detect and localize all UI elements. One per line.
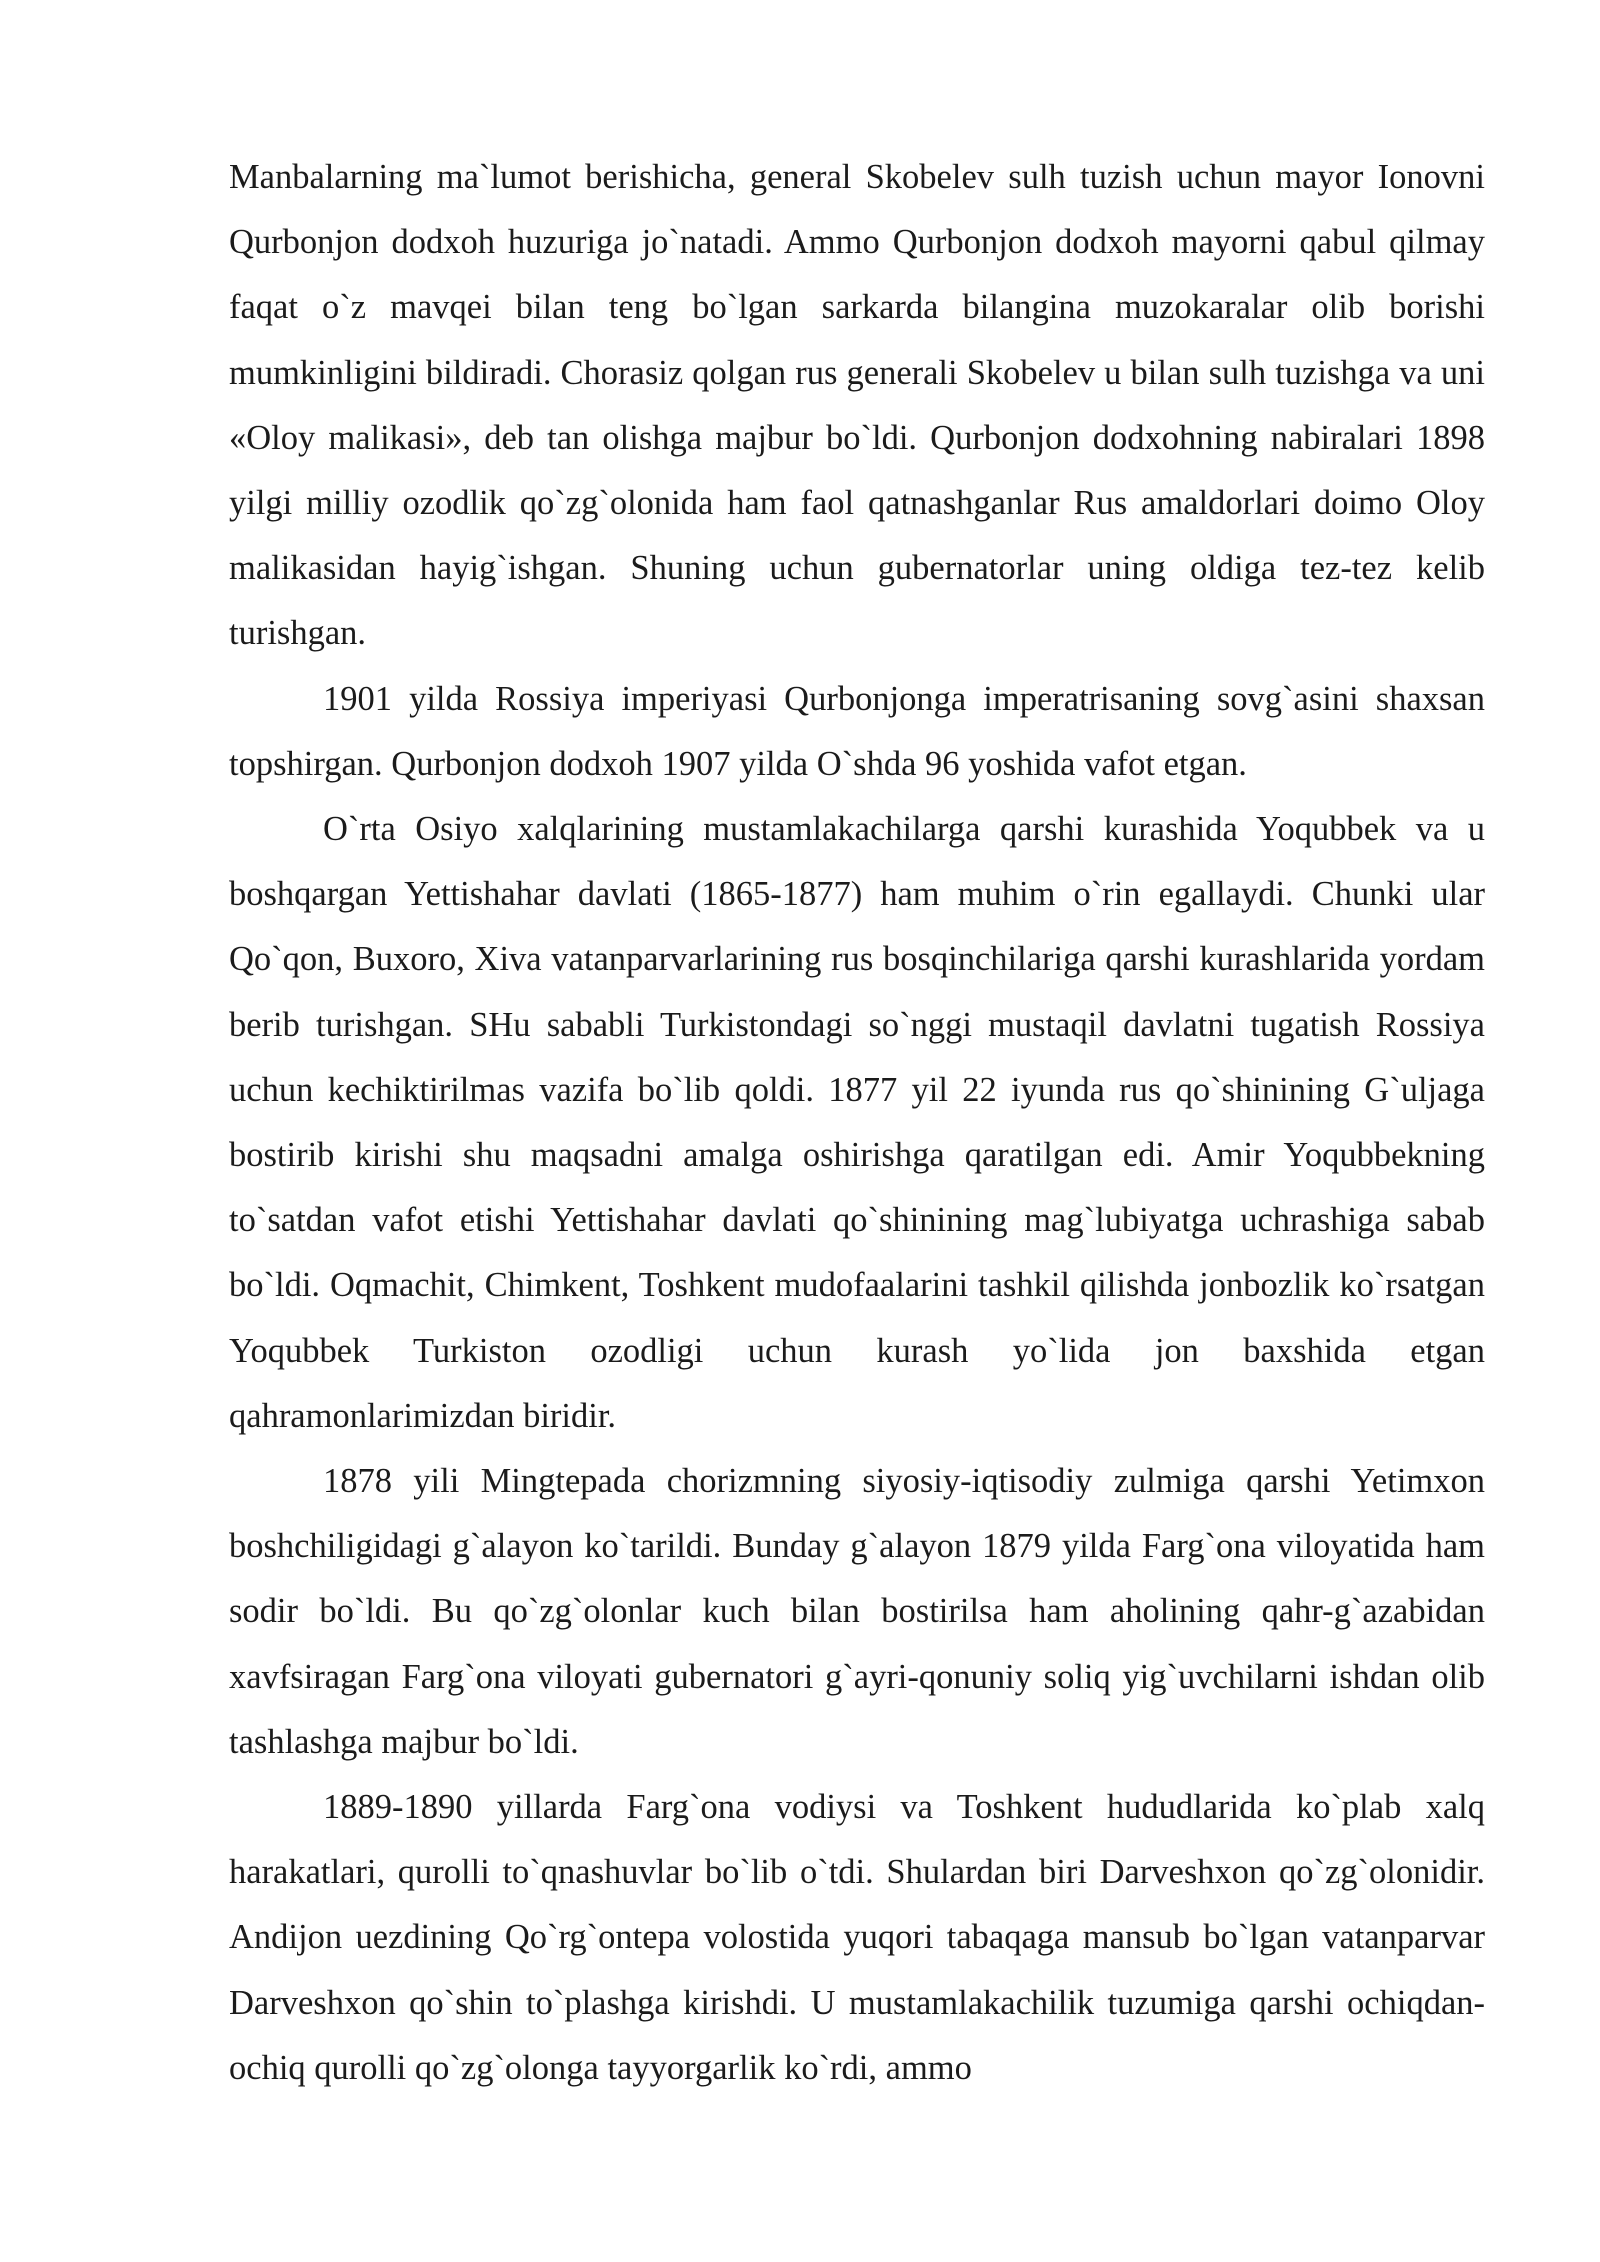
paragraph-mingtepa-uprising: 1878 yili Mingtepada chorizmning siyosiy-iqtisodiy zulmiga qarshi Yetimxon boshchiligidagi g`alayon ko`tarildi. Bunday g`alayon 1879 yilda Farg`ona viloyatida ham sodir bo`ldi. Bu qo`zg`olonlar kuch bilan bostirilsa ham aholining qahr-g`azabidan xavfsiragan Farg`ona viloyati gubernatori g`ayri-qonuniy soliq yig`uvchilarni ishdan olib tashlashga majbur bo`ldi.: [229, 1462, 1485, 1761]
paragraph-skobelev-negotiations: Manbalarning ma`lumot berishicha, general Skobelev sulh tuzish uchun mayor Ionovni Qurbonjon dodxoh huzuriga jo`natadi. Ammo Qurbonjon dodxoh mayorni qabul qilmay faqat o`z mavqei bilan teng bo`lgan sarkarda bilangina muzokaralar olib borishi mumkinligini bildiradi. Chorasiz qolgan rus generali Skobelev u bilan sulh tuzishga va uni «Oloy malikasi», deb tan olishga majbur bo`ldi. Qurbonjon dodxohning nabiralari 1898 yilgi milliy ozodlik qo`zg`olonida ham faol qatnashganlar Rus amaldorlari doimo Oloy malikasidan hayig`ishgan. Shuning uchun gubernatorlar uning oldiga tez-tez kelib turishgan.: [229, 158, 1485, 653]
paragraph-yoqubbek-yettishahar: O`rta Osiyo xalqlarining mustamlakachilarga qarshi kurashida Yoqubbek va u boshqargan Yettishahar davlati (1865-1877) ham muhim o`rin egallaydi. Chunki ular Qo`qon, Buxoro, Xiva vatanparvarlarining rus bosqinchilariga qarshi kurashlarida yordam berib turishgan. SHu sababli Turkistondagi so`nggi mustaqil davlatni tugatish Rossiya uchun kechiktirilmas vazifa bo`lib qoldi. 1877 yil 22 iyunda rus qo`shinining G`uljaga bostirib kirishi shu maqsadni amalga oshirishga qaratilgan edi. Amir Yoqubbekning to`satdan vafot etishi Yettishahar davlati qo`shinining mag`lubiyatga uchrashiga sabab bo`ldi. Oqmachit, Chimkent, Toshkent mudofaalarini tashkil qilishda jonbozlik ko`rsatgan Yoqubbek Turkiston ozodligi uchun kurash yo`lida jon baxshida etgan qahramonlarimizdan biridir.: [229, 810, 1485, 1435]
paragraph-darveshxon-uprising: 1889-1890 yillarda Farg`ona vodiysi va Toshkent hududlarida ko`plab xalq harakatlari, qurolli to`qnashuvlar bo`lib o`tdi. Shulardan biri Darveshxon qo`zg`olonidir. Andijon uezdining Qo`rg`ontepa volostida yuqori tabaqaga mansub bo`lgan vatanparvar Darveshxon qo`shin to`plashga kirishdi. U mustamlakachilik tuzumiga qarshi ochiqdan-ochiq qurolli qo`zg`olonga tayyorgarlik ko`rdi, ammo: [229, 1788, 1485, 2087]
paragraph-imperial-gift: 1901 yilda Rossiya imperiyasi Qurbonjonga imperatrisaning sovg`asini shaxsan topshirgan. Qurbonjon dodxoh 1907 yilda O`shda 96 yoshida vafot etgan.: [229, 679, 1485, 783]
document-body: [229, 145, 1485, 2101]
